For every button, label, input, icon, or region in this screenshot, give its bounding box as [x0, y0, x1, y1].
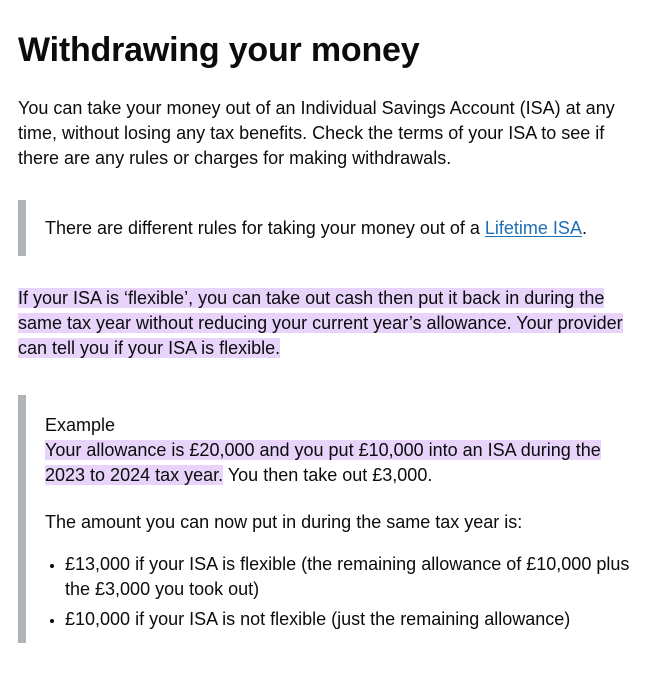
flexible-isa-paragraph: [18, 286, 641, 361]
page-heading: Withdrawing your money: [18, 31, 420, 69]
list-item: • £10,000 if your ISA is not flexible (just the remaining allowance): [65, 607, 641, 632]
list-item: • £13,000 if your ISA is flexible (the remaining allowance of £10,000 plus the £3,000 you took out): [65, 552, 641, 602]
example-label: Example: [45, 415, 116, 435]
flexible-isa-highlight: If your ISA is ‘flexible’, you can take out cash then put it back in during the same tax year without reducing your current year’s allowance. Your provider can tell you if your ISA is flexible.: [18, 288, 623, 358]
example-scenario: [45, 438, 641, 488]
inset-paragraph: [45, 216, 641, 240]
amount-intro: The amount you can now put in during the same tax year is:: [45, 512, 523, 532]
lifetime-isa-link[interactable]: Lifetime ISA: [484, 218, 582, 238]
example-box: [18, 395, 641, 643]
intro-paragraph: You can take your money out of an Individual Savings Account (ISA) at any time, without losing any tax benefits. Check the terms of your ISA to see if there are any rules or charges for making withdrawals.: [18, 98, 615, 168]
example-rest: You then take out £3,000.: [223, 465, 433, 485]
inset-text: [18, 200, 641, 256]
inset-text-after: .: [581, 218, 587, 238]
inset-text-before: There are different rules for taking your money out of a: [45, 218, 485, 238]
allowance-list: [45, 552, 641, 632]
example-highlight: Your allowance is £20,000 and you put £10,000 into an ISA during the 2023 to 2024 tax year.: [45, 440, 601, 485]
